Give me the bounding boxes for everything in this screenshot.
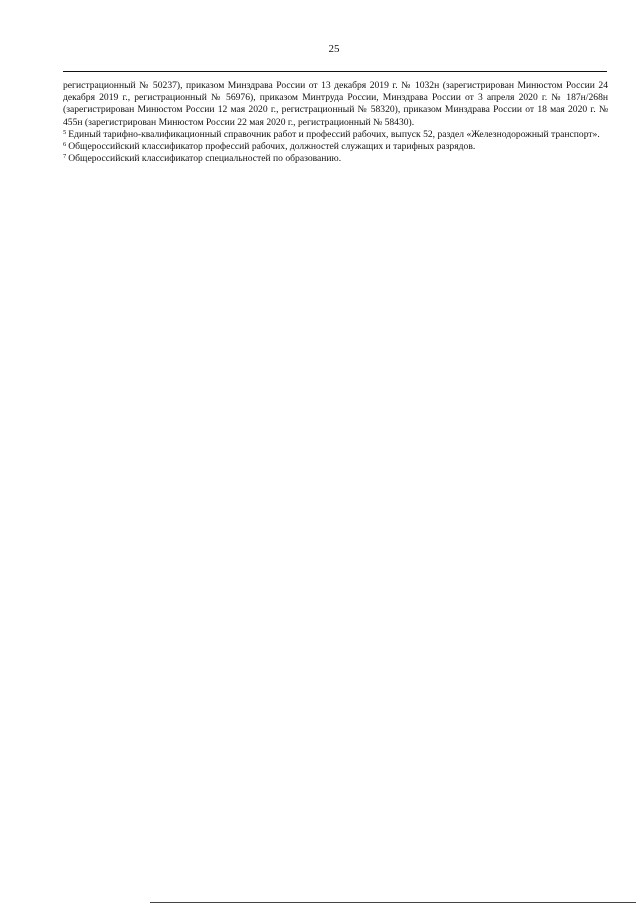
footnote-continuation <box>63 80 608 129</box>
footnote-text: Общероссийский классификатор профессий рабочих, должностей служащих и тарифных разрядов. <box>68 141 476 153</box>
page-number: 25 <box>328 43 340 55</box>
footnote-5 <box>63 129 608 141</box>
footnote-marker: 6 <box>63 141 67 149</box>
footnote-text: Единый тарифно-квалификационный справочник работ и профессий рабочих, выпуск 52, раздел «Железнодорожный транспорт». <box>68 128 600 140</box>
footnote-marker: 5 <box>63 128 67 136</box>
footnote-text: Общероссийский классификатор специальностей по образованию. <box>68 153 342 165</box>
footnote-text: регистрационный № 50237), приказом Минздрава России от 13 декабря 2019 г. № 1032н (зарегистрирован Минюстом России 24 декабря 2019 г., регистрационный № 56976), приказом Минтруда России, Минздрава России от 3 апреля 2020 г. № 187н/268н (зарегистрирован Минюстом России 12 мая 2020 г., регистрационный № 58320), приказом Минздрава России от 18 мая 2020 г. № 455н (зарегистрирован Минюстом России 22 мая 2020 г., регистрационный № 58430). <box>63 80 608 128</box>
footnote-6 <box>63 141 608 153</box>
footnote-7 <box>63 153 608 165</box>
page-bottom-edge-line <box>150 902 636 903</box>
footnote-separator <box>63 71 607 72</box>
footnotes-section <box>63 80 608 165</box>
footnote-marker: 7 <box>63 153 67 161</box>
